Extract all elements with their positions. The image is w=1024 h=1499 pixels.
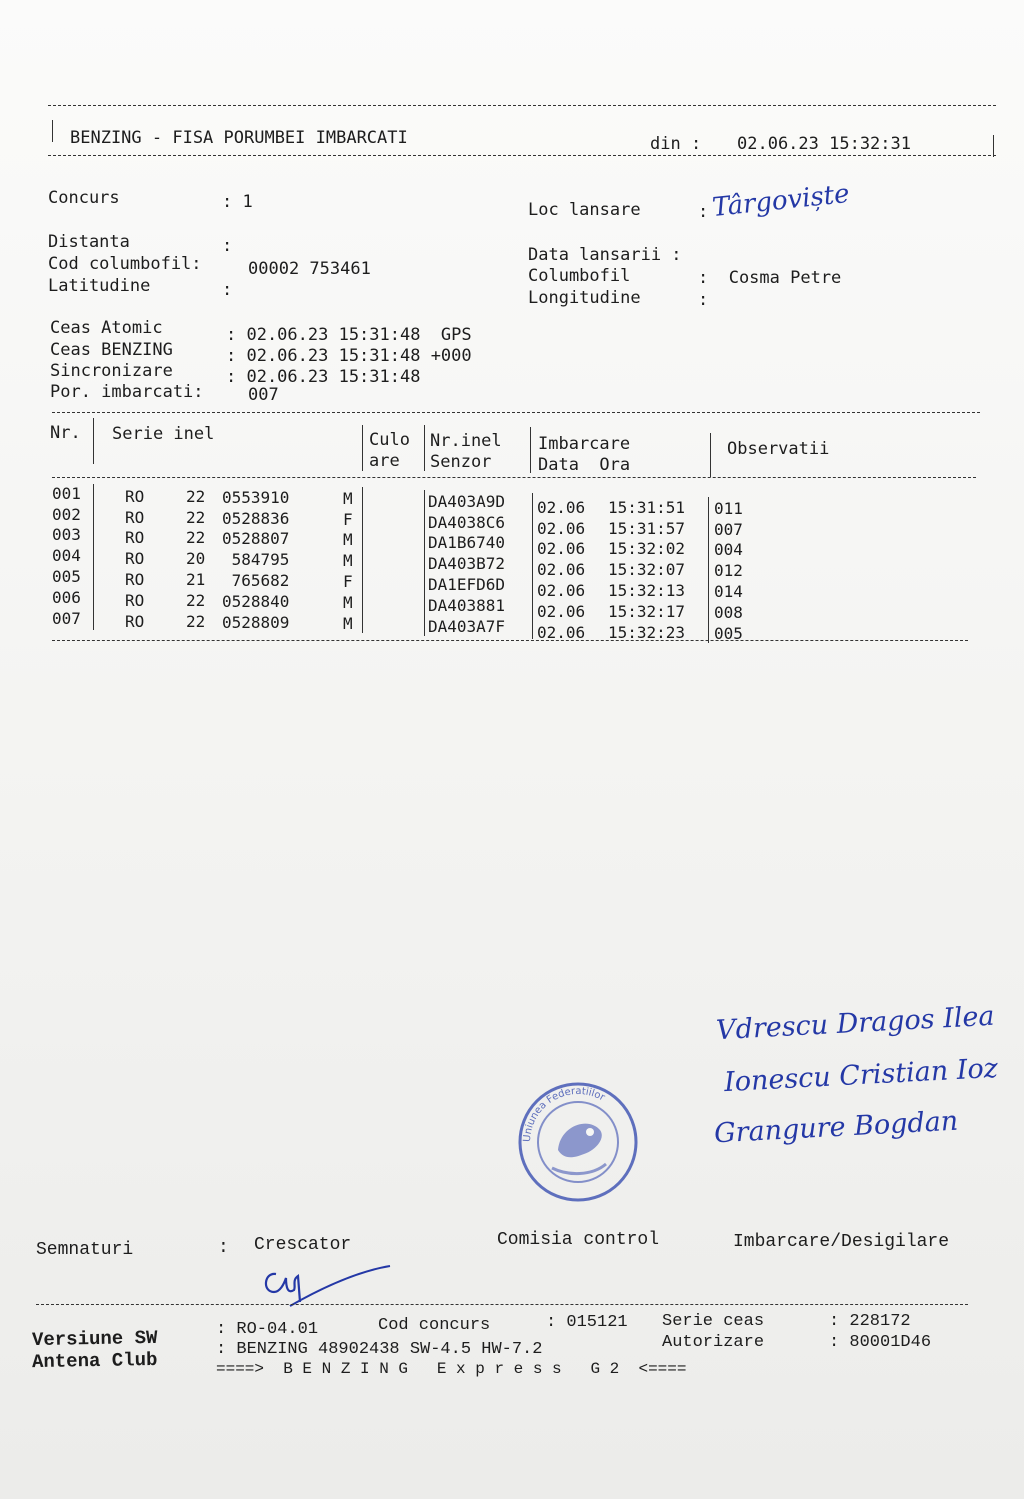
table-header-border xyxy=(52,477,976,478)
serie-ceas-label: Serie ceas xyxy=(662,1312,765,1331)
row-obs: 011 xyxy=(714,499,743,518)
row-tara: RO xyxy=(125,612,145,631)
row-data: 02.06 xyxy=(537,519,586,538)
row-data: 02.06 xyxy=(537,560,586,579)
table-bottom-border xyxy=(52,640,968,641)
header-serie-inel: Serie inel xyxy=(112,424,215,444)
header-senzor: Senzor xyxy=(430,452,492,472)
row-ora: 15:32:23 xyxy=(608,623,686,642)
row-senzor: DA1B6740 xyxy=(428,533,506,552)
row-serie: 0553910 xyxy=(222,488,290,507)
table-col-divider xyxy=(93,418,94,464)
cod-concurs-value: : 015121 xyxy=(546,1313,628,1332)
header-data-ora: Data Ora xyxy=(538,455,631,475)
stamp-text: Uniunea Federatiilor xyxy=(521,1085,607,1143)
row-sex: M xyxy=(343,593,353,612)
cod-columbofil-value: 00002 753461 xyxy=(248,259,371,279)
row-tara: RO xyxy=(125,508,145,527)
row-senzor: DA403B72 xyxy=(428,554,506,573)
crescator-signature xyxy=(258,1262,398,1314)
row-tara: RO xyxy=(125,487,145,506)
handwritten-name-3: Grangure Bogdan xyxy=(713,1105,959,1150)
ceas-atomic-label: Ceas Atomic xyxy=(50,318,163,338)
header-left-bar xyxy=(52,120,53,142)
longitudine-value: : xyxy=(698,290,709,310)
row-sex: F xyxy=(343,572,353,591)
row-ora: 15:32:13 xyxy=(608,581,686,600)
imbarcare-desigilare-label: Imbarcare/Desigilare xyxy=(733,1232,950,1252)
row-senzor: DA1EFD6D xyxy=(428,575,506,594)
row-data: 02.06 xyxy=(537,581,586,600)
row-nr: 004 xyxy=(52,546,81,565)
din-value: 02.06.23 15:32:31 xyxy=(737,134,911,154)
ceas-benzing-value: : 02.06.23 15:31:48 +000 xyxy=(226,346,472,366)
footer-top-border xyxy=(36,1304,968,1305)
header-nr: Nr. xyxy=(50,423,81,443)
benzing-express-banner: ====> B E N Z I N G E x p r e s s G 2 <==== xyxy=(216,1360,687,1378)
comisia-control-label: Comisia control xyxy=(497,1230,660,1250)
semnaturi-colon: : xyxy=(218,1238,229,1258)
columbofil-value: : Cosma Petre xyxy=(698,268,842,288)
por-imbarcati-label: Por. imbarcati: xyxy=(50,382,204,402)
autorizare-value: : 80001D46 xyxy=(829,1333,932,1352)
header-imbarcare: Imbarcare xyxy=(538,434,631,454)
row-serie: 0528840 xyxy=(222,592,290,611)
row-ora: 15:31:51 xyxy=(608,498,686,517)
row-sex: M xyxy=(343,530,353,549)
loc-lansare-handwritten: Târgoviște xyxy=(710,178,851,224)
autorizare-label: Autorizare xyxy=(662,1333,765,1352)
row-data: 02.06 xyxy=(537,623,586,642)
table-col-divider xyxy=(424,425,425,471)
row-obs: 014 xyxy=(714,582,743,601)
distanta-label: Distanta xyxy=(48,232,130,252)
versiune-sw-label: Versiune SW xyxy=(31,1326,158,1352)
row-data: 02.06 xyxy=(537,602,586,621)
semnaturi-label: Semnaturi xyxy=(36,1240,134,1260)
table-row xyxy=(0,609,1024,643)
row-ora: 15:31:57 xyxy=(608,519,686,538)
latitudine-value: : xyxy=(222,280,233,300)
row-nr: 003 xyxy=(52,525,81,544)
longitudine-label: Longitudine xyxy=(528,288,641,308)
row-serie: 0528836 xyxy=(222,509,290,528)
din-label: din : xyxy=(650,134,702,154)
header-right-bar xyxy=(993,135,994,157)
table-top-border xyxy=(52,412,980,413)
row-ora: 15:32:07 xyxy=(608,560,686,579)
row-an: 22 xyxy=(186,612,206,631)
concurs-value: : 1 xyxy=(222,192,253,212)
row-nr: 002 xyxy=(52,505,81,524)
cod-columbofil-label: Cod columbofil: xyxy=(48,254,202,274)
antena-club-label: Antena Club xyxy=(31,1348,158,1374)
table-col-divider xyxy=(530,427,531,473)
versiune-sw-value: : RO-04.01 xyxy=(216,1320,319,1339)
row-sex: F xyxy=(343,510,353,529)
header-top-border xyxy=(48,105,996,106)
row-ora: 15:32:17 xyxy=(608,602,686,621)
sincronizare-value: : 02.06.23 15:31:48 xyxy=(226,367,421,387)
row-senzor: DA403A9D xyxy=(428,492,506,511)
crescator-label: Crescator xyxy=(254,1235,352,1255)
row-tara: RO xyxy=(125,528,145,547)
distanta-value: : xyxy=(222,236,233,256)
row-tara: RO xyxy=(125,591,145,610)
row-serie: 765682 xyxy=(222,571,290,590)
table-col-divider xyxy=(362,425,363,471)
header-culoare-2: are xyxy=(369,451,400,471)
table-row xyxy=(0,525,1024,559)
columbofil-label: Columbofil xyxy=(528,266,631,286)
row-obs: 004 xyxy=(714,540,743,559)
por-imbarcati-value: 007 xyxy=(248,385,279,405)
row-senzor: DA4038C6 xyxy=(428,513,506,532)
row-sex: M xyxy=(343,551,353,570)
row-serie: 0528809 xyxy=(222,613,290,632)
row-sex: M xyxy=(343,614,353,633)
data-lansarii-label: Data lansarii : xyxy=(528,245,682,265)
row-sex: M xyxy=(343,489,353,508)
table-col-divider xyxy=(710,433,711,477)
header-observatii: Observatii xyxy=(727,439,830,459)
row-tara: RO xyxy=(125,549,145,568)
serie-ceas-value: : 228172 xyxy=(829,1312,911,1331)
row-senzor: DA403881 xyxy=(428,596,506,615)
header-culoare-1: Culo xyxy=(369,430,410,450)
row-nr: 006 xyxy=(52,588,81,607)
row-data: 02.06 xyxy=(537,498,586,517)
loc-lansare-colon: : xyxy=(698,202,709,222)
row-serie: 0528807 xyxy=(222,529,290,548)
latitudine-label: Latitudine xyxy=(48,276,151,296)
row-nr: 007 xyxy=(52,609,81,628)
ceas-atomic-value: : 02.06.23 15:31:48 GPS xyxy=(226,325,472,345)
row-obs: 008 xyxy=(714,603,743,622)
row-tara: RO xyxy=(125,570,145,589)
concurs-label: Concurs xyxy=(48,188,120,208)
sincronizare-label: Sincronizare xyxy=(50,361,173,381)
row-an: 22 xyxy=(186,591,206,610)
row-an: 22 xyxy=(186,528,206,547)
row-an: 20 xyxy=(186,549,206,568)
header-nr-inel: Nr.inel xyxy=(430,431,502,451)
stamp-icon xyxy=(516,1080,640,1204)
row-an: 22 xyxy=(186,508,206,527)
row-serie: 584795 xyxy=(222,550,290,569)
antena-club-value: : BENZING 48902438 SW-4.5 HW-7.2 xyxy=(216,1340,543,1359)
row-ora: 15:32:02 xyxy=(608,539,686,558)
header-bottom-border xyxy=(48,155,996,156)
row-nr: 001 xyxy=(52,484,81,503)
handwritten-name-2: Ionescu Cristian Ioz xyxy=(723,1052,999,1099)
row-obs: 012 xyxy=(714,561,743,580)
row-senzor: DA403A7F xyxy=(428,617,506,636)
row-obs: 007 xyxy=(714,520,743,539)
row-obs: 005 xyxy=(714,624,743,643)
row-nr: 005 xyxy=(52,567,81,586)
federation-stamp xyxy=(516,1080,640,1204)
document-title: BENZING - FISA PORUMBEI IMBARCATI xyxy=(70,128,408,148)
row-data: 02.06 xyxy=(537,539,586,558)
row-an: 21 xyxy=(186,570,206,589)
loc-lansare-label: Loc lansare xyxy=(528,200,641,220)
handwritten-name-1: Vdrescu Dragos Ilea xyxy=(715,1000,996,1047)
ceas-benzing-label: Ceas BENZING xyxy=(50,340,173,360)
row-an: 22 xyxy=(186,487,206,506)
cod-concurs-label: Cod concurs xyxy=(378,1316,491,1335)
